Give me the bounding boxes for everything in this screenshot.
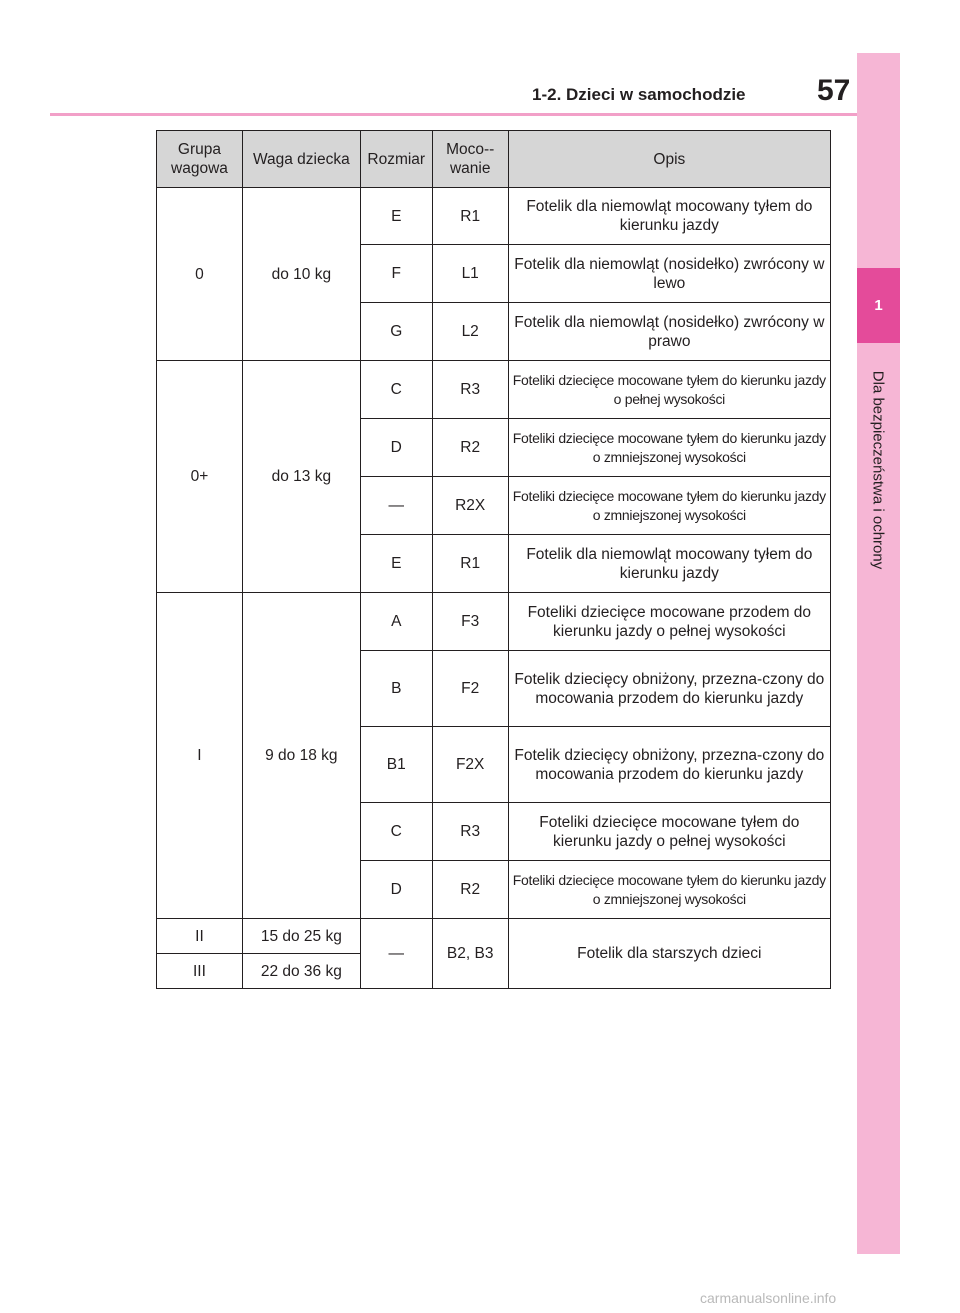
weight-group-cell: II bbox=[157, 919, 243, 954]
header-mounting: Moco-wanie bbox=[432, 131, 508, 188]
mounting-cell: R2 bbox=[432, 861, 508, 919]
header-size: Rozmiar bbox=[360, 131, 432, 188]
weight-group-cell: 0+ bbox=[157, 361, 243, 593]
mounting-cell: R1 bbox=[432, 188, 508, 245]
child-weight-cell: 15 do 25 kg bbox=[242, 919, 360, 954]
description-cell: Fotelik dla niemowląt mocowany tyłem do kierunku jazdy bbox=[508, 188, 830, 245]
child-seat-table bbox=[156, 130, 831, 989]
description-cell: Fotelik dziecięcy obniżony, przezna-czony do mocowania przodem do kierunku jazdy bbox=[508, 651, 830, 727]
description-cell: Foteliki dziecięce mocowane tyłem do kierunku jazdy o zmniejszonej wysokości bbox=[508, 477, 830, 535]
mounting-cell: B2, B3 bbox=[432, 919, 508, 989]
size-cell: B bbox=[360, 651, 432, 727]
mounting-cell: R3 bbox=[432, 361, 508, 419]
size-cell: — bbox=[360, 477, 432, 535]
description-cell: Foteliki dziecięce mocowane tyłem do kierunku jazdy o zmniejszonej wysokości bbox=[508, 861, 830, 919]
size-cell: C bbox=[360, 803, 432, 861]
table-header-row bbox=[157, 131, 831, 188]
site-watermark: carmanualsonline.info bbox=[700, 1290, 837, 1306]
chapter-side-tab bbox=[857, 53, 900, 1254]
description-cell: Foteliki dziecięce mocowane tyłem do kierunku jazdy o zmniejszonej wysokości bbox=[508, 419, 830, 477]
header-divider bbox=[50, 113, 858, 116]
table-row bbox=[157, 593, 831, 651]
description-cell: Foteliki dziecięce mocowane przodem do kierunku jazdy o pełnej wysokości bbox=[508, 593, 830, 651]
description-cell: Fotelik dla niemowląt mocowany tyłem do kierunku jazdy bbox=[508, 535, 830, 593]
weight-group-cell: III bbox=[157, 954, 243, 989]
mounting-cell: R1 bbox=[432, 535, 508, 593]
size-cell: E bbox=[360, 535, 432, 593]
size-cell: F bbox=[360, 245, 432, 303]
size-cell: D bbox=[360, 861, 432, 919]
size-cell: B1 bbox=[360, 727, 432, 803]
section-title: 1-2. Dzieci w samochodzie bbox=[532, 85, 746, 104]
mounting-cell: R2 bbox=[432, 419, 508, 477]
weight-group-cell: I bbox=[157, 593, 243, 919]
description-cell: Fotelik dla niemowląt (nosidełko) zwrócony w prawo bbox=[508, 303, 830, 361]
description-cell: Foteliki dziecięce mocowane tyłem do kierunku jazdy o pełnej wysokości bbox=[508, 361, 830, 419]
description-cell: Fotelik dla starszych dzieci bbox=[508, 919, 830, 989]
chapter-title: Dla bezpieczeństwa i ochrony bbox=[869, 370, 887, 570]
chapter-number-tab[interactable]: 1 bbox=[857, 268, 900, 343]
mounting-cell: R2X bbox=[432, 477, 508, 535]
header-description: Opis bbox=[508, 131, 830, 188]
child-weight-cell: 9 do 18 kg bbox=[242, 593, 360, 919]
mounting-cell: R3 bbox=[432, 803, 508, 861]
size-cell: D bbox=[360, 419, 432, 477]
header-child-weight: Waga dziecka bbox=[242, 131, 360, 188]
size-cell: E bbox=[360, 188, 432, 245]
child-weight-cell: 22 do 36 kg bbox=[242, 954, 360, 989]
header-weight-group: Grupa wagowa bbox=[157, 131, 243, 188]
size-cell: A bbox=[360, 593, 432, 651]
size-cell: G bbox=[360, 303, 432, 361]
mounting-cell: F2 bbox=[432, 651, 508, 727]
mounting-cell: F3 bbox=[432, 593, 508, 651]
size-cell: — bbox=[360, 919, 432, 989]
size-cell: C bbox=[360, 361, 432, 419]
mounting-cell: L1 bbox=[432, 245, 508, 303]
child-weight-cell: do 10 kg bbox=[242, 188, 360, 361]
table-row bbox=[157, 361, 831, 419]
description-cell: Fotelik dla niemowląt (nosidełko) zwrócony w lewo bbox=[508, 245, 830, 303]
child-weight-cell: do 13 kg bbox=[242, 361, 360, 593]
table-row bbox=[157, 919, 831, 954]
mounting-cell: L2 bbox=[432, 303, 508, 361]
weight-group-cell: 0 bbox=[157, 188, 243, 361]
table-row bbox=[157, 188, 831, 245]
page-number: 57 bbox=[817, 74, 851, 107]
description-cell: Fotelik dziecięcy obniżony, przezna-czony do mocowania przodem do kierunku jazdy bbox=[508, 727, 830, 803]
mounting-cell: F2X bbox=[432, 727, 508, 803]
description-cell: Foteliki dziecięce mocowane tyłem do kierunku jazdy o pełnej wysokości bbox=[508, 803, 830, 861]
